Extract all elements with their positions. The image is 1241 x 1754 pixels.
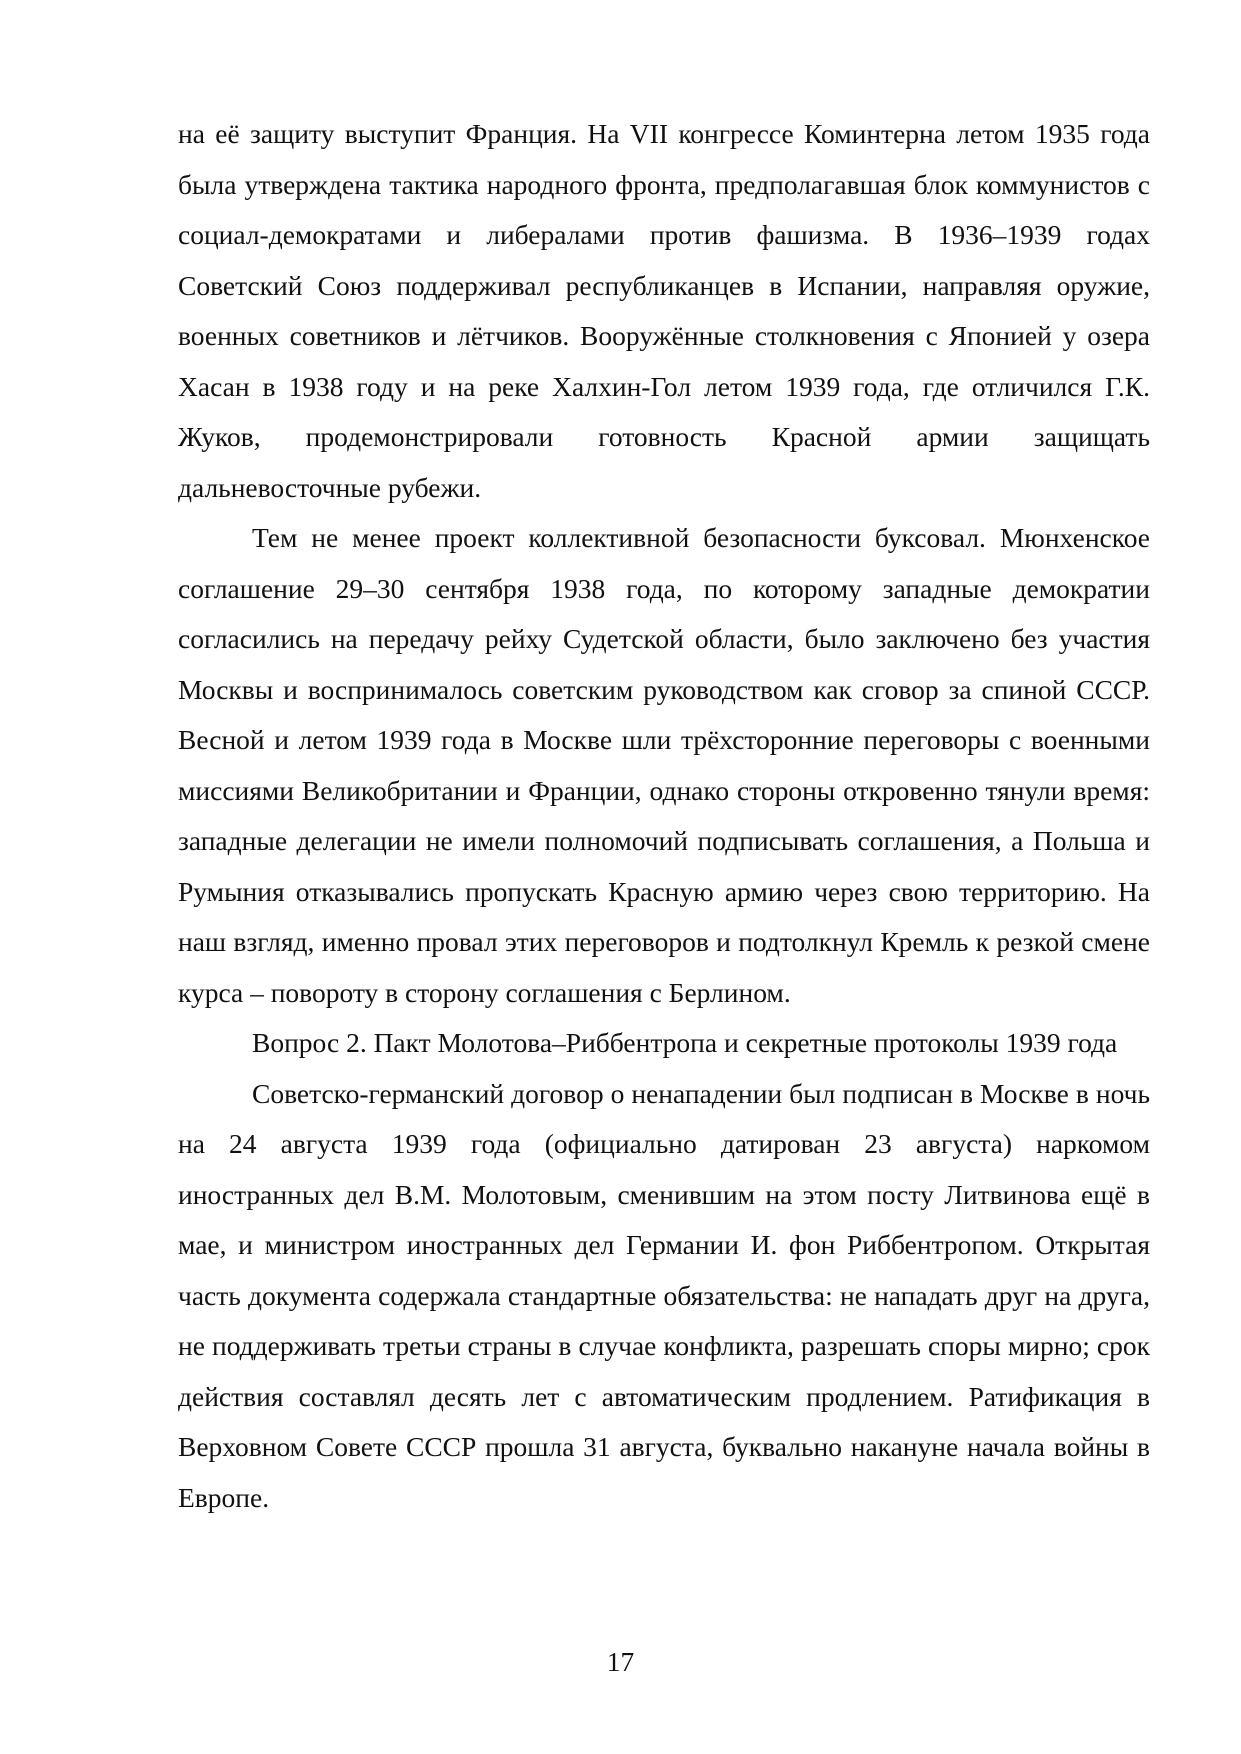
paragraph-nonaggression-pact: Советско-германский договор о ненападении был подписан в Москве в ночь на 24 августа 1939 года (официально датирован 23 августа) наркомом иностранных дел В.М. Молотовым, сменившим на этом посту Литвинова ещё в мае, и министром иностранных дел Германии И. фон Риббентропом. Открытая часть документа содержала стандартные обязательства: не нападать друг на друга, не поддерживать третьи страны в случае конфликта, разрешать споры мирно; срок действия составлял десять лет с автоматическим продлением. Ратификация в Верховном Совете СССР прошла 31 августа, буквально накануне начала войны в Европе. (178, 1077, 1150, 1513)
body-text (178, 109, 1150, 1523)
paragraph-collective-security: Тем не менее проект коллективной безопасности буксовал. Мюнхенское соглашение 29–30 сентября 1938 года, по которому западные демократии согласились на передачу рейху Судетской области, было заключено без участия Москвы и воспринималось советским руководством как сговор за спиной СССР. Весной и летом 1939 года в Москве шли трёхсторонние переговоры с военными миссиями Великобритании и Франции, однако стороны откровенно тянули время: западные делегации не имели полномочий подписывать соглашения, а Польша и Румыния отказывались пропускать Красную армию через свою территорию. На наш взгляд, именно провал этих переговоров и подтолкнул Кремль к резкой смене курса – повороту в сторону соглашения с Берлином. (178, 522, 1150, 1008)
paragraph-continuation: на её защиту выступит Франция. На VII конгрессе Коминтерна летом 1935 года была утверждена тактика народного фронта, предполагавшая блок коммунистов с социал-демократами и либералами против фашизма. В 1936–1939 годах Советский Союз поддерживал республиканцев в Испании, направляя оружие, военных советников и лётчиков. Вооружённые столкновения с Японией у озера Хасан в 1938 году и на реке Халхин-Гол летом 1939 года, где отличился Г.К. Жуков, продемонстрировали готовность Красной армии защищать дальневосточные рубежи. (178, 118, 1150, 503)
section-heading-question-2: Вопрос 2. Пакт Молотова–Риббентропа и секретные протоколы 1939 года (252, 1027, 1118, 1058)
page-number: 17 (606, 1646, 635, 1677)
